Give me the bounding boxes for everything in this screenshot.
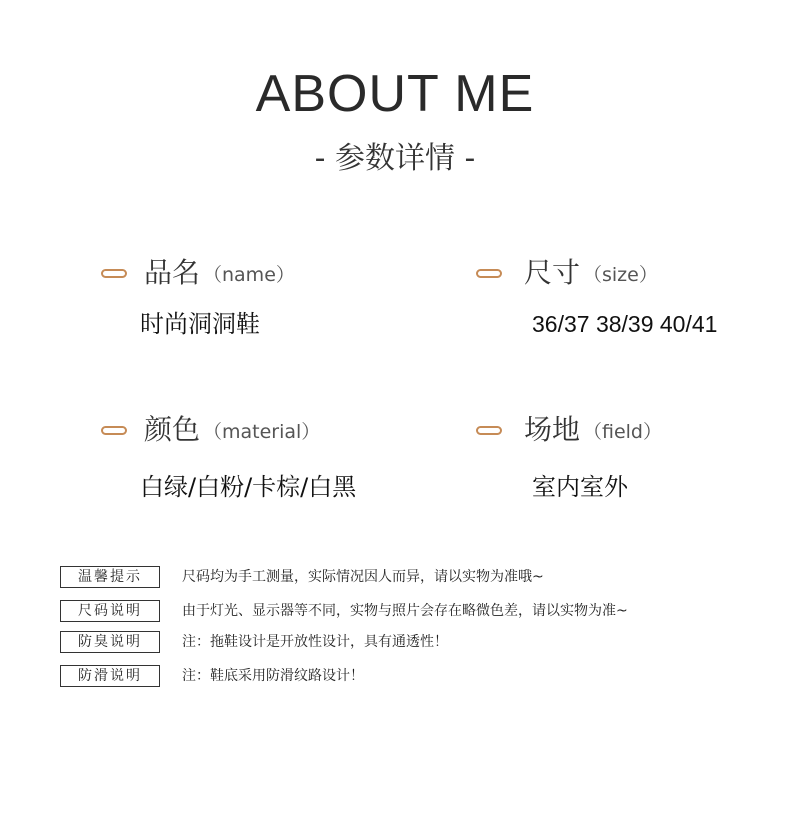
- note-tag: 温馨提示: [60, 566, 160, 588]
- spec-value: 室内室外: [532, 473, 628, 501]
- note-text: 由于灯光、显示器等不同，实物与照片会存在略微色差，请以实物为准~: [182, 603, 628, 619]
- note-tag: 防臭说明: [60, 631, 160, 653]
- spec-label: 尺寸: [524, 256, 581, 289]
- spec-label-en: （material）: [203, 421, 321, 443]
- note-row: [60, 665, 720, 687]
- bullet-icon: [476, 426, 502, 435]
- bullet-icon: [101, 426, 127, 435]
- spec-label: 品名: [144, 256, 201, 289]
- note-text: 注：鞋底采用防滑纹路设计！: [182, 668, 364, 684]
- bullet-icon: [101, 269, 127, 278]
- spec-value: 时尚洞洞鞋: [140, 310, 260, 338]
- bullet-icon: [476, 269, 502, 278]
- spec-value: 36/37 38/39 40/41: [532, 311, 718, 337]
- spec-label-en: （field）: [583, 421, 662, 443]
- note-row: [60, 600, 720, 622]
- note-tag: 尺码说明: [60, 600, 160, 622]
- note-text: 尺码均为手工测量，实际情况因人而异，请以实物为准哦~: [182, 569, 544, 585]
- note-text: 注：拖鞋设计是开放性设计，具有通透性！: [182, 634, 448, 650]
- spec-label: 颜色: [144, 413, 201, 446]
- note-row: [60, 566, 720, 588]
- spec-label: 场地: [524, 413, 581, 446]
- spec-label-en: （name）: [203, 264, 295, 286]
- note-tag: 防滑说明: [60, 665, 160, 687]
- page-title: ABOUT ME: [255, 65, 535, 123]
- spec-label-en: （size）: [583, 264, 658, 286]
- page-subtitle: - 参数详情 -: [314, 141, 476, 176]
- spec-value: 白绿/白粉/卡棕/白黑: [140, 473, 357, 501]
- note-row: [60, 631, 720, 653]
